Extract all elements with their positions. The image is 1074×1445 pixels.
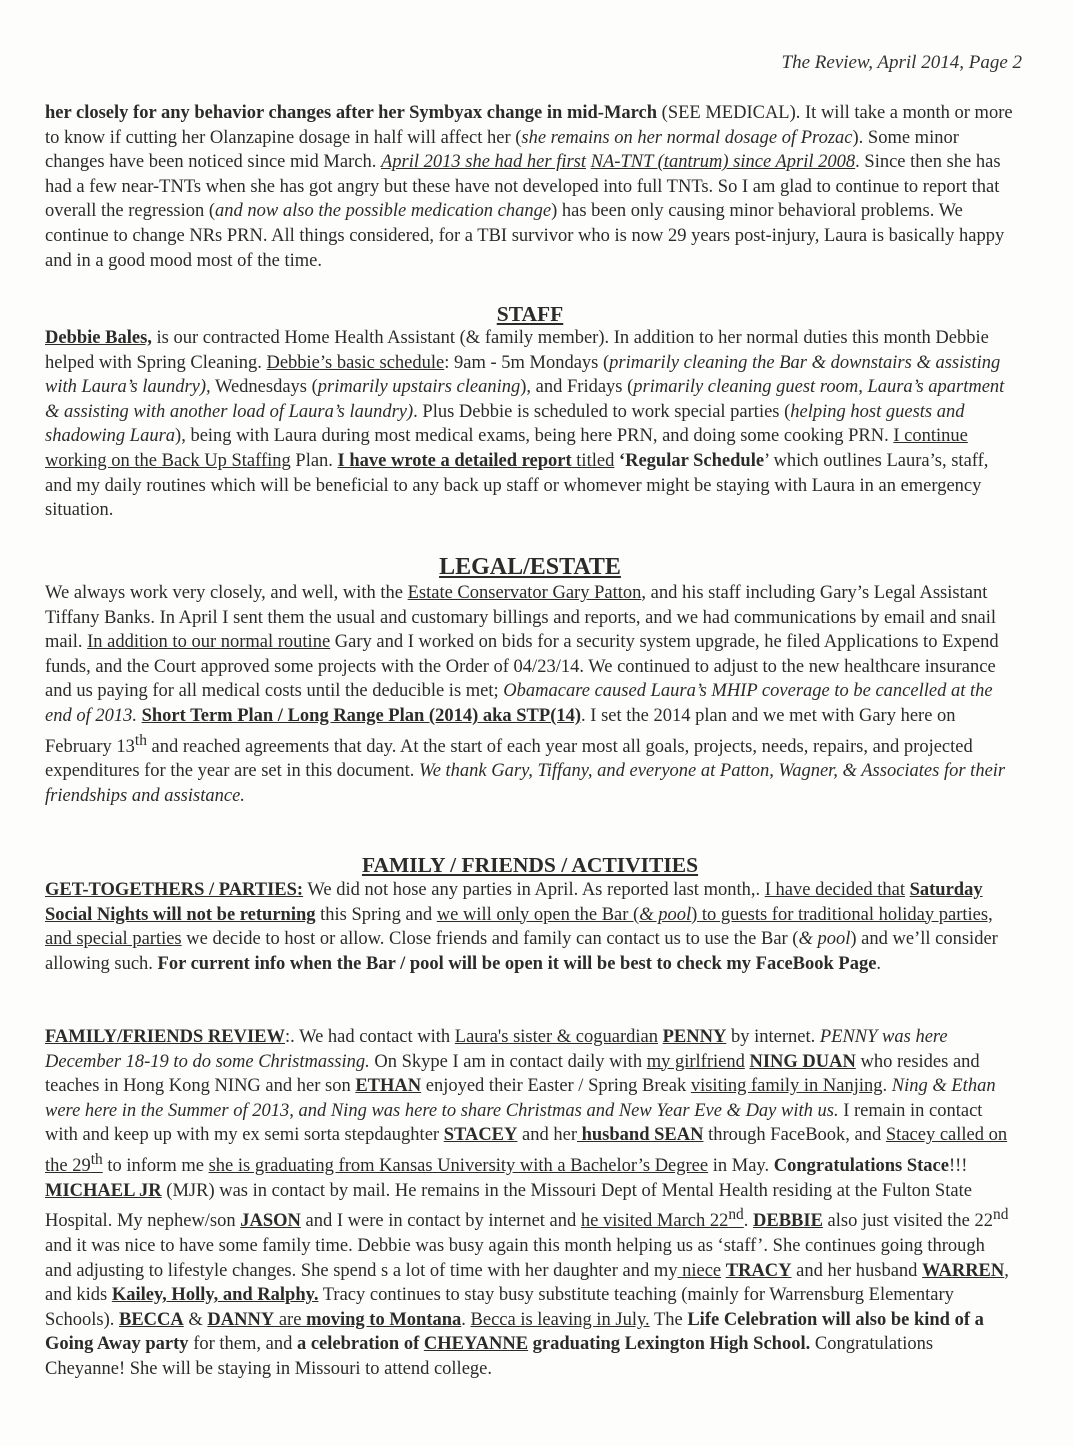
staff-paragraph: [45, 326, 1015, 523]
fam1-u3: ) to guests for traditional holiday parties, and special parties: [45, 904, 993, 950]
fam2-bu16: CHEYANNE: [423, 1334, 529, 1355]
fam2-t29: Congratulations Cheyanne! She will be staying in Missouri to attend college.: [45, 1334, 934, 1380]
intro-t4: . Since then she has had a few near-TNTs when she has got angry but these have not developed into full TNTs. So I am glad to continue to report that overall the regression (: [45, 152, 1001, 222]
fam2-bu9: DEBBIE: [753, 1211, 823, 1232]
fam1-t6: .: [876, 953, 882, 974]
fam2-b2: Life Celebration will also be kind of a Going Away party: [45, 1309, 984, 1355]
fam2-bu4: ETHAN: [355, 1076, 422, 1097]
fam2-t22: , and kids: [45, 1260, 1009, 1306]
fam2-usup1: th: [90, 1150, 103, 1168]
staff-t9: ’ which outlines Laura’s, staff, and my daily routines which will be beneficial to any back up staff or whomever might be staying with Laura in an emergency situation.: [45, 450, 989, 521]
intro-ui1: April 2013 she had her first: [380, 152, 587, 173]
staff-u3: titled: [571, 450, 615, 471]
legal-bu1: Short Term Plan / Long Range Plan (2014) aka STP(14): [141, 705, 582, 726]
fam2-bu8: JASON: [240, 1211, 301, 1232]
fam2-t21: and her husband: [791, 1260, 923, 1281]
fam2-t26: The: [649, 1309, 688, 1330]
intro-b1: her closely for any behavior changes after her Symbyax change in mid-March: [45, 103, 658, 123]
legal-t1: We always work very closely, and well, with the: [45, 583, 408, 603]
fam1-b1: For current info when the Bar / pool will be open it will be best to check my FaceBook Page: [157, 953, 877, 974]
fam2-b4: graduating Lexington High School.: [532, 1334, 811, 1355]
fam2-b1: Congratulations Stace: [773, 1156, 949, 1177]
staff-bu1: Debbie Bales,: [45, 328, 152, 348]
staff-t7: Plan.: [290, 450, 338, 471]
fam2-bu3: NING DUAN: [749, 1051, 856, 1072]
fam1-i1: & pool: [798, 929, 851, 950]
legal-i2: We thank Gary, Tiffany, and everyone at Patton, Wagner, & Associates for their friendships and assistance.: [45, 761, 1006, 806]
staff-u1: Debbie’s basic schedule: [266, 352, 445, 373]
fam2-t15: (MJR) was in contact by mail. He remains in the Missouri Dept of Mental Health residing at the Fulton State Hospital. My nephew/son: [45, 1180, 972, 1232]
legal-t6: and reached agreements that day. At the start of each year most all goals, projects, needs, repairs, and projected expenditures for the year are set in this document.: [45, 736, 973, 782]
fam2-bu2: PENNY: [662, 1027, 727, 1047]
fam2-i1: PENNY was here December 18-19 to do some Christmassing.: [45, 1027, 948, 1072]
intro-paragraph: [45, 101, 1015, 273]
staff-i3: primarily cleaning guest room, Laura’s apartment & assisting with another load of Laura’s laundry): [45, 377, 1005, 422]
fam2-t4: On Skype I am in contact daily with: [369, 1051, 647, 1072]
fam2-t14: !!!: [948, 1156, 968, 1177]
fam2-t7: enjoyed their Easter / Spring Break: [421, 1076, 691, 1097]
fam1-u2: we will only open the Bar (: [436, 904, 640, 925]
legal-u1: Estate Conservator Gary Patton: [407, 583, 642, 603]
fam2-i2: Ning & Ethan were here in the Summer of 2013, and Ning was here to share Christmas and New Year Eve & Day with us.: [45, 1076, 996, 1121]
fam1-t5: ) and we’ll consider allowing such.: [45, 929, 998, 974]
fam2-bu14: DANNY: [207, 1309, 275, 1330]
staff-t5: . Plus Debbie is scheduled to work special parties (: [413, 401, 791, 422]
fam2-bu1: FAMILY/FRIENDS REVIEW: [45, 1027, 286, 1047]
legal-i1: Obamacare caused Laura’s MHIP coverage to be cancelled at the end of 2013.: [45, 681, 993, 726]
legal-u2: In addition to our normal routine: [87, 632, 331, 653]
staff-t2: : 9am - 5m Mondays (: [444, 352, 610, 373]
fam1-t1: We did not hose any parties in April. As reported last month,.: [303, 880, 765, 900]
fam2-t8: .: [882, 1076, 892, 1097]
fam2-t1: :. We had contact with: [285, 1027, 455, 1047]
staff-bu2: I have wrote a detailed report: [337, 450, 572, 471]
fam2-u6: he visited March 22: [580, 1211, 729, 1232]
fam2-u3: visiting family in Nanjing: [690, 1076, 883, 1097]
fam2-t13: in May.: [708, 1156, 774, 1177]
fam1-ui1: & pool: [639, 904, 692, 925]
fam1-bu2: Saturday Social Nights will not be returning: [45, 880, 983, 925]
legal-paragraph: [45, 581, 1015, 809]
fam1-bu1: GET-TOGETHERS / PARTIES:: [45, 880, 304, 900]
intro-t2: ). Some minor changes have been noticed since mid March.: [45, 127, 959, 173]
staff-i4: helping host guests and shadowing Laura: [45, 401, 965, 447]
fam2-u2: my girlfriend: [646, 1051, 745, 1072]
fam2-t17: .: [743, 1211, 753, 1232]
intro-t1: (SEE MEDICAL). It will take a month or more to know if cutting her Olanzapine dosage in half will affect her (: [45, 103, 1013, 148]
staff-t6: ), being with Laura during most medical exams, being here PRN, and doing some cooking PRN.: [175, 426, 894, 447]
staff-t3: Wednesdays (: [210, 377, 318, 398]
intro-i1: she remains on her normal dosage of Prozac: [521, 127, 853, 148]
fam2-u4: Stacey called on the 29: [45, 1125, 1008, 1177]
fam2-usup2: nd: [728, 1206, 744, 1224]
fam2-bu5: STACEY: [443, 1125, 518, 1146]
fam2-u7: niece: [677, 1260, 722, 1281]
staff-heading: STAFF: [496, 302, 564, 326]
fam2-t19: and it was nice to have some family time. Debbie was busy again this month helping us as ‘staff’. She continues going through and adjusting to lifestyle changes. She spend s a lot of time with her daughter and my: [45, 1236, 985, 1281]
fam2-u1: Laura's sister & coguardian: [454, 1027, 658, 1047]
staff-t4: ), and Fridays (: [520, 377, 634, 398]
fam2-b3: a celebration of: [296, 1334, 424, 1355]
staff-i1: primarily cleaning the Bar & downstairs & assisting with Laura’s laundry),: [45, 352, 1001, 398]
page-header: The Review, April 2014, Page 2: [781, 52, 1022, 73]
fam2-t27: for them, and: [188, 1334, 297, 1355]
fam2-t24: &: [183, 1309, 208, 1330]
staff-i2: primarily upstairs cleaning: [317, 377, 521, 398]
fam2-t16: and I were in contact by internet and: [300, 1211, 581, 1232]
legal-heading: LEGAL/ESTATE: [439, 554, 621, 580]
fam2-bu13: BECCA: [119, 1309, 184, 1330]
fam2-t25: .: [461, 1309, 471, 1330]
fam2-u8: are: [274, 1309, 302, 1330]
fam2-t23: Tracy continues to stay busy substitute teaching (mainly for Warrensburg Elementary Schools).: [45, 1285, 954, 1330]
fam2-sup1: nd: [993, 1206, 1009, 1224]
fam2-t12: to inform me: [102, 1156, 209, 1177]
family-parties-paragraph: [45, 878, 1015, 976]
fam1-u1: I have decided that: [764, 880, 905, 900]
fam2-u9: Becca is leaving in July.: [470, 1309, 650, 1330]
fam2-bu7: MICHAEL JR: [45, 1180, 162, 1201]
fam2-bu11: WARREN: [922, 1260, 1005, 1281]
staff-t1: is our contracted Home Health Assistant (& family member). In addition to her normal duties this month Debbie helped with Spring Cleaning.: [45, 328, 989, 373]
legal-t3: Gary and I worked on bids for a security system upgrade, he filed Applications to Expend funds, and the Court approved some projects with the Order of 04/23/14. We continued to adjust to the new healthcare insurance and us paying for all medical costs until the deducible is met;: [45, 632, 999, 702]
family-heading: FAMILY / FRIENDS / ACTIVITIES: [361, 853, 699, 877]
fam2-bu15: moving to Montana: [301, 1309, 462, 1330]
fam2-t6: who resides and teaches in Hong Kong NING and her son: [45, 1051, 980, 1097]
fam2-t11: through FaceBook, and: [703, 1125, 886, 1146]
fam1-t3: this Spring and: [315, 904, 437, 925]
staff-b1: ‘Regular Schedule: [618, 450, 765, 471]
fam2-t9: I remain in contact with and keep up with my ex semi sorta stepdaughter: [45, 1100, 983, 1146]
family-review-paragraph: [45, 1025, 1015, 1382]
legal-t2: , and his staff including Gary’s Legal Assistant Tiffany Banks. In April I sent them the usual and customary billings and reports, and we had communications by email and snail mail.: [45, 583, 997, 653]
legal-sup1: th: [134, 731, 147, 749]
fam2-bu10: TRACY: [725, 1260, 792, 1281]
intro-t5: ) has been only causing minor behavioral problems. We continue to change NRs PRN. All things considered, for a TBI survivor who is now 29 years post-injury, Laura is basically happy and in a good mood most of the time.: [45, 201, 1005, 271]
fam2-bu12: Kailey, Holly, and Ralphy.: [111, 1285, 319, 1306]
fam2-bu6: husband SEAN: [576, 1125, 704, 1146]
staff-u2: I continue working on the Back Up Staffing: [45, 426, 968, 471]
fam2-u5: she is graduating from Kansas University with a Bachelor’s Degree: [208, 1156, 709, 1177]
fam1-t4: we decide to host or allow. Close friends and family can contact us to use the Bar (: [181, 929, 799, 950]
legal-t5: . I set the 2014 plan and we met with Gary here on February 13: [45, 705, 956, 757]
intro-i2: and now also the possible medication change: [215, 201, 552, 222]
fam2-t18: also just visited the 22: [822, 1211, 994, 1232]
intro-ui2: NA-TNT (tantrum) since April 2008: [590, 152, 856, 173]
fam2-t10: and her: [517, 1125, 577, 1146]
fam2-t3: by internet.: [726, 1027, 820, 1047]
